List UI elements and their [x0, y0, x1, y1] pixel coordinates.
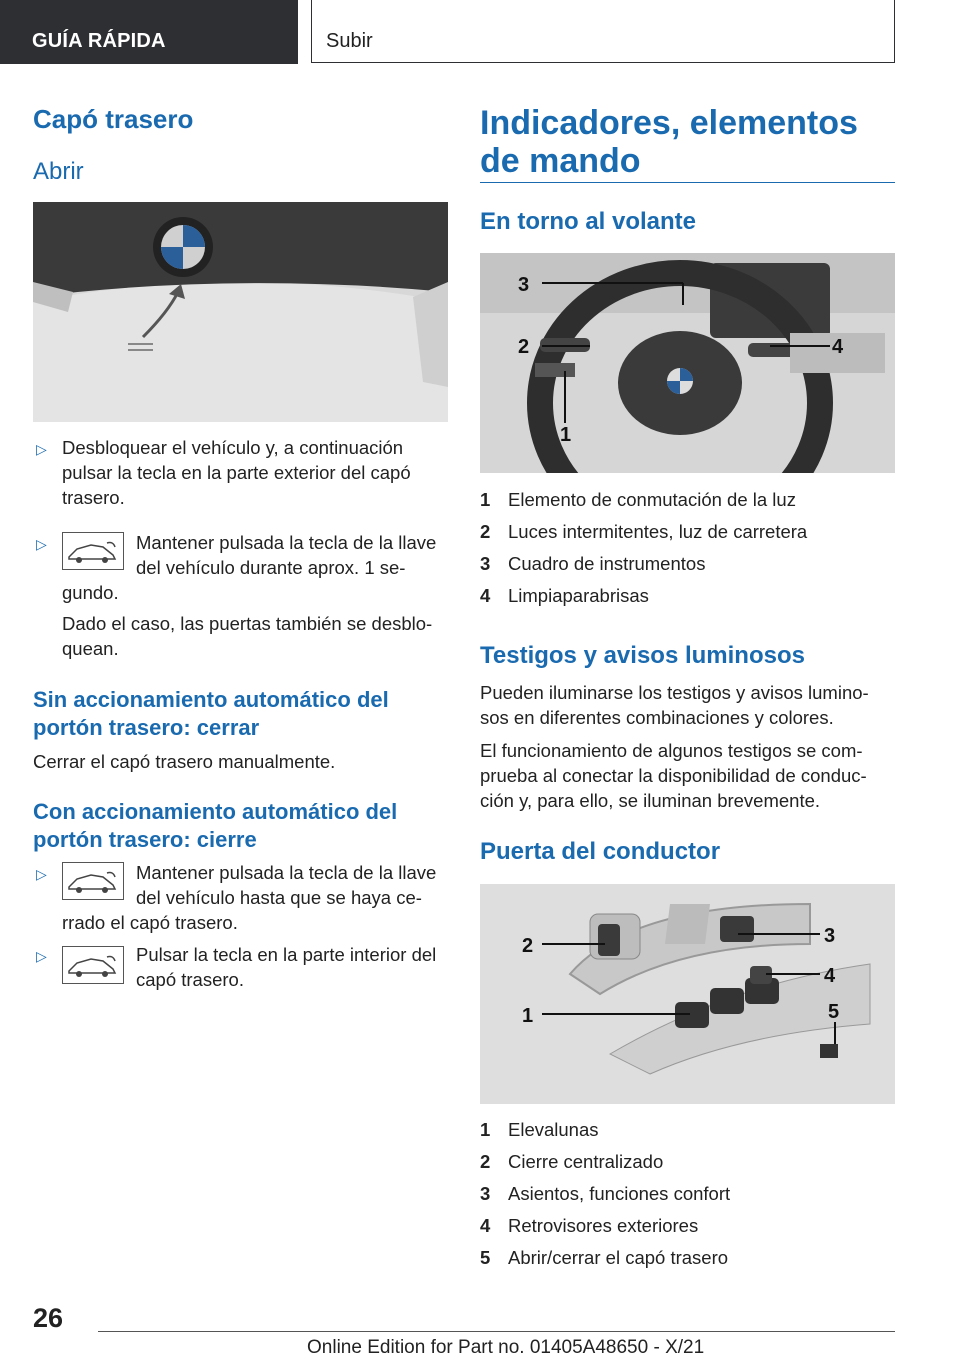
- tailgate-key-icon: [62, 532, 124, 570]
- tailgate-illustration: [33, 202, 448, 422]
- footer-rule: [98, 1331, 895, 1332]
- heading-driver-door: Puerta del conductor: [480, 838, 721, 865]
- legend-item: [480, 580, 895, 612]
- steering-wheel-image: [480, 253, 895, 473]
- title-controls: Indicadores, elementos de mando: [480, 104, 858, 180]
- bullet-marker: ▷: [36, 441, 47, 457]
- footer-edition: Online Edition for Part no. 01405A48650 - X/21: [307, 1337, 705, 1358]
- legend-item: [480, 1242, 895, 1274]
- note-doors-unlock: Dado el caso, las puertas también se desblo-quean.: [62, 613, 433, 659]
- bullet-inner-button: Pulsar la tecla en la parte interior del capó trasero.: [136, 944, 437, 990]
- legend-text: Cierre centralizado: [508, 1151, 664, 1172]
- subtitle-open: Abrir: [33, 158, 84, 185]
- page-number: 26: [33, 1303, 64, 1333]
- text-indicators-2: El funcionamiento de algunos testigos se com-prueba al conectar la disponibilidad de conduc-ción y, para ello, se iluminan brevemente.: [480, 740, 867, 811]
- wheel-legend: [480, 484, 895, 612]
- bullet-marker: ▷: [36, 536, 47, 552]
- legend-num: 2: [480, 1151, 491, 1172]
- bullet-hold-until-closed-cont: rrado el capó trasero.: [62, 912, 238, 933]
- callout-3: 3: [824, 925, 836, 947]
- callout-1: 1: [560, 424, 572, 446]
- bullet-hold-key: Mantener pulsada la tecla de la llave del vehículo durante aprox. 1 se-: [136, 532, 437, 578]
- heading-indicators: Testigos y avisos luminosos: [480, 642, 805, 669]
- title-rule: [480, 182, 895, 183]
- bullet-marker: ▷: [36, 948, 47, 964]
- heading-no-auto: Sin accionamiento automático del portón trasero: cerrar: [33, 687, 389, 740]
- tailgate-button-icon: [62, 946, 124, 984]
- heading-steering-wheel: En torno al volante: [480, 208, 697, 235]
- tailgate-key-icon: [62, 862, 124, 900]
- callout-4: 4: [824, 965, 836, 987]
- bullet-hold-until-closed: Mantener pulsada la tecla de la llave del vehículo hasta que se haya ce-: [136, 862, 437, 908]
- driver-door-image: [480, 884, 895, 1104]
- callout-4: 4: [832, 336, 844, 358]
- legend-text: Retrovisores exteriores: [508, 1215, 699, 1236]
- legend-text: Limpiaparabrisas: [508, 585, 649, 606]
- callout-1: 1: [522, 1005, 534, 1027]
- title-tailgate: Capó trasero: [33, 104, 194, 134]
- driver-door-illustration: [480, 884, 895, 1104]
- callout-2: 2: [522, 935, 534, 957]
- bullet-hold-key-cont: gundo.: [62, 582, 119, 603]
- legend-text: Asientos, funciones confort: [508, 1183, 731, 1204]
- nav-up-tab[interactable]: [311, 0, 895, 63]
- legend-text: Cuadro de instrumentos: [508, 553, 706, 574]
- legend-num: 3: [480, 1183, 491, 1204]
- callout-2: 2: [518, 336, 530, 358]
- tailgate-image: [33, 202, 448, 422]
- legend-text: Luces intermitentes, luz de carretera: [508, 521, 808, 542]
- legend-item: [480, 1210, 895, 1242]
- door-legend: [480, 1114, 895, 1274]
- callout-3: 3: [518, 274, 530, 296]
- legend-item: [480, 1114, 895, 1146]
- callout-5: 5: [828, 1001, 840, 1023]
- legend-num: 1: [480, 489, 491, 510]
- legend-item: [480, 516, 895, 548]
- legend-text: Elevalunas: [508, 1119, 599, 1140]
- text-no-auto: Cerrar el capó trasero manualmente.: [33, 751, 336, 772]
- legend-num: 1: [480, 1119, 491, 1140]
- legend-num: 3: [480, 553, 491, 574]
- legend-text: Abrir/cerrar el capó trasero: [508, 1247, 729, 1268]
- nav-up-label: Subir: [326, 30, 373, 52]
- legend-text: Elemento de conmutación de la luz: [508, 489, 796, 510]
- bullet-unlock: Desbloquear el vehículo y, a continuación pulsar la tecla en la parte exterior del capó trasero.: [62, 437, 411, 508]
- legend-num: 5: [480, 1247, 491, 1268]
- legend-num: 4: [480, 1215, 491, 1236]
- legend-item: [480, 548, 895, 580]
- legend-num: 4: [480, 585, 491, 606]
- steering-wheel-illustration: [480, 253, 895, 473]
- heading-auto: Con accionamiento automático del portón trasero: cierre: [33, 799, 398, 852]
- section-tab-label: GUÍA RÁPIDA: [32, 30, 166, 52]
- section-tab[interactable]: [0, 0, 298, 64]
- bullet-marker: ▷: [36, 866, 47, 882]
- legend-num: 2: [480, 521, 491, 542]
- legend-item: [480, 1178, 895, 1210]
- legend-item: [480, 484, 895, 516]
- text-indicators-1: Pueden iluminarse los testigos y avisos lumino-sos en diferentes combinaciones y colores.: [480, 682, 869, 728]
- legend-item: [480, 1146, 895, 1178]
